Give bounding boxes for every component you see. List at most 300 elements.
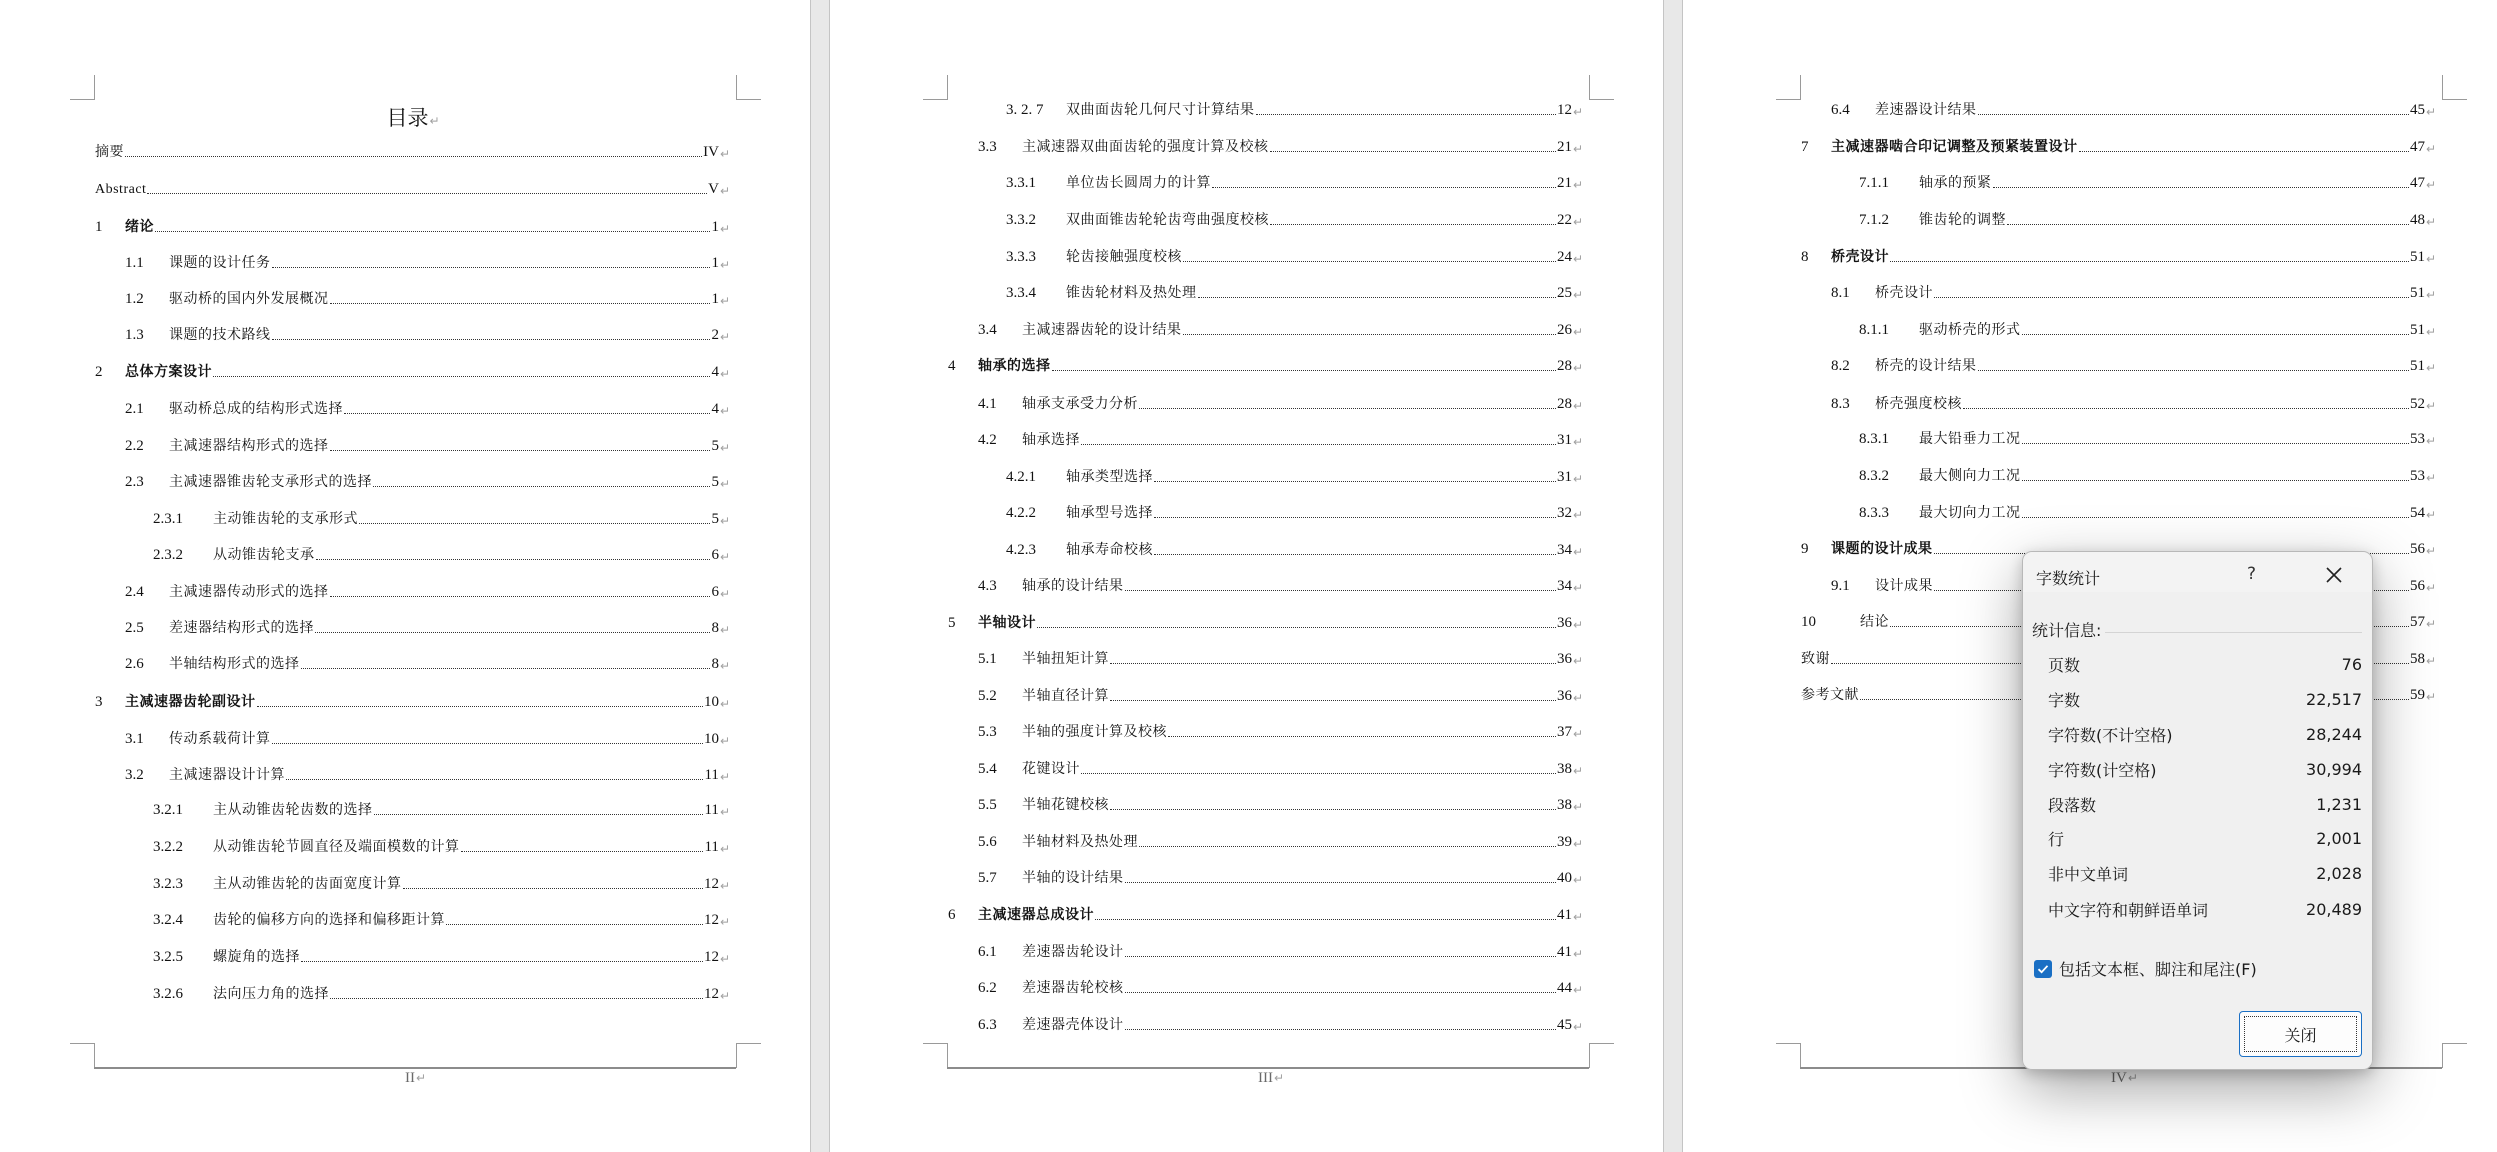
toc-entry[interactable] bbox=[978, 941, 1583, 963]
paragraph-mark-icon: ↵ bbox=[719, 258, 730, 272]
toc-entry-page: 36 bbox=[1556, 688, 1572, 704]
toc-entry-page: 32 bbox=[1556, 505, 1572, 521]
toc-entry[interactable] bbox=[125, 435, 730, 457]
toc-entry-page: 38 bbox=[1556, 797, 1572, 813]
toc-entry-page: 21 bbox=[1556, 175, 1572, 191]
paragraph-mark-icon: ↵ bbox=[1572, 215, 1583, 229]
dot-leader bbox=[1110, 663, 1556, 664]
toc-entry-page: 24 bbox=[1556, 249, 1572, 265]
paragraph-mark-icon: ↵ bbox=[1572, 983, 1583, 997]
toc-entry-number: 3 bbox=[95, 694, 103, 710]
toc-entry-title: 半轴扭矩计算 bbox=[1022, 651, 1109, 667]
dot-leader bbox=[1183, 334, 1556, 335]
toc-entry-page: 34 bbox=[1556, 578, 1572, 594]
paragraph-mark-icon: ↵ bbox=[1572, 618, 1583, 632]
toc-entry-page: 37 bbox=[1556, 724, 1572, 740]
toc-entry[interactable] bbox=[978, 758, 1583, 780]
toc-entry-page: 40 bbox=[1556, 870, 1572, 886]
toc-entry-number: 1.2 bbox=[125, 291, 144, 307]
paragraph-mark-icon: ↵ bbox=[1572, 508, 1583, 522]
toc-entry[interactable] bbox=[125, 324, 730, 346]
toc-entry[interactable] bbox=[1831, 393, 2436, 415]
toc-entry-page: 21 bbox=[1556, 139, 1572, 155]
toc-entry-number: 2 bbox=[95, 364, 103, 380]
toc-entry-number: 4.2.3 bbox=[1006, 542, 1036, 558]
toc-entry[interactable] bbox=[1859, 465, 2436, 487]
dialog-titlebar[interactable] bbox=[2023, 552, 2372, 592]
toc-entry[interactable] bbox=[125, 653, 730, 675]
dot-leader bbox=[1125, 590, 1556, 591]
paragraph-mark-icon: ↵ bbox=[1572, 691, 1583, 705]
toc-entry-number: 6.3 bbox=[978, 1017, 997, 1033]
stat-row bbox=[2048, 653, 2362, 675]
section-divider bbox=[2105, 632, 2362, 633]
dot-leader bbox=[1934, 297, 2409, 298]
toc-entry-number: 8.2 bbox=[1831, 358, 1850, 374]
footer-boundary bbox=[947, 1067, 1589, 1069]
paragraph-mark-icon: ↵ bbox=[1274, 1071, 1285, 1085]
toc-entry-page: 38 bbox=[1556, 761, 1572, 777]
toc-entry[interactable] bbox=[978, 319, 1583, 341]
toc-entry-title: 轴承寿命校核 bbox=[1066, 542, 1153, 558]
stat-row bbox=[2048, 688, 2362, 710]
toc-entry-title: 摘要 bbox=[95, 144, 124, 160]
paragraph-mark-icon: ↵ bbox=[1572, 1020, 1583, 1034]
toc-entry-title: 轮齿接触强度校核 bbox=[1066, 249, 1182, 265]
dot-leader bbox=[374, 814, 704, 815]
toc-entry-page: 4 bbox=[711, 364, 719, 380]
toc-entry-title: 桥壳设计 bbox=[1831, 249, 1889, 265]
crop-mark bbox=[1776, 75, 1801, 100]
dot-leader bbox=[1139, 846, 1556, 847]
dot-leader bbox=[1963, 408, 2409, 409]
footer-boundary bbox=[94, 1067, 736, 1069]
toc-entry-page: 47 bbox=[2409, 175, 2425, 191]
dot-leader bbox=[2022, 517, 2409, 518]
toc-entry[interactable] bbox=[948, 904, 1583, 926]
toc-entry[interactable] bbox=[1006, 282, 1583, 304]
dot-leader bbox=[1125, 882, 1556, 883]
toc-entry-title: 驱动桥壳的形式 bbox=[1919, 322, 2021, 338]
paragraph-mark-icon: ↵ bbox=[1572, 545, 1583, 559]
paragraph-mark-icon: ↵ bbox=[719, 879, 730, 893]
dialog-title: 字数统计 bbox=[2036, 569, 2101, 588]
toc-entry-number: 2.2 bbox=[125, 438, 144, 454]
toc-entry-page: V bbox=[708, 181, 719, 197]
paragraph-mark-icon: ↵ bbox=[1572, 800, 1583, 814]
toc-entry[interactable] bbox=[1006, 99, 1583, 121]
paragraph-mark-icon: ↵ bbox=[1572, 837, 1583, 851]
toc-entry[interactable] bbox=[153, 544, 730, 566]
toc-entry-title: 半轴设计 bbox=[978, 615, 1036, 631]
dot-leader bbox=[315, 632, 710, 633]
dot-leader bbox=[2022, 443, 2409, 444]
toc-entry-title: 螺旋角的选择 bbox=[213, 949, 300, 965]
toc-entry-number: 4.3 bbox=[978, 578, 997, 594]
toc-entry-number: 7.1.1 bbox=[1859, 175, 1889, 191]
paragraph-mark-icon: ↵ bbox=[2425, 105, 2436, 119]
toc-entry-title: 最大切向力工况 bbox=[1919, 505, 2021, 521]
toc-entry[interactable] bbox=[978, 794, 1583, 816]
toc-entry-page: 8 bbox=[711, 656, 719, 672]
toc-entry[interactable] bbox=[1859, 209, 2436, 231]
toc-entry-page: 1 bbox=[711, 255, 719, 271]
toc-entry-title: 轴承的预紧 bbox=[1919, 175, 1992, 191]
dot-leader bbox=[461, 851, 704, 852]
word-count-dialog bbox=[2022, 551, 2373, 1070]
toc-entry-title: 差速器壳体设计 bbox=[1022, 1017, 1124, 1033]
toc-entry[interactable] bbox=[125, 764, 730, 786]
paragraph-mark-icon: ↵ bbox=[2425, 434, 2436, 448]
paragraph-mark-icon: ↵ bbox=[2425, 288, 2436, 302]
toc-entry[interactable] bbox=[978, 685, 1583, 707]
dot-leader bbox=[147, 193, 707, 194]
toc-entry-title: 法向压力角的选择 bbox=[213, 986, 329, 1002]
dot-leader bbox=[1154, 554, 1556, 555]
dot-leader bbox=[1212, 187, 1556, 188]
statistics-section-label bbox=[2032, 618, 2362, 641]
dot-leader bbox=[1154, 481, 1556, 482]
dot-leader bbox=[1256, 114, 1556, 115]
toc-entry[interactable] bbox=[153, 836, 730, 858]
toc-entry-title: Abstract bbox=[95, 182, 147, 197]
toc-entry-page: 59 bbox=[2409, 687, 2425, 703]
paragraph-mark-icon: ↵ bbox=[429, 114, 440, 128]
toc-entry[interactable] bbox=[95, 141, 730, 163]
toc-entry-title: 总体方案设计 bbox=[125, 364, 212, 380]
crop-mark bbox=[736, 75, 761, 100]
paragraph-mark-icon: ↵ bbox=[719, 697, 730, 711]
toc-entry-page: 11 bbox=[704, 839, 719, 855]
crop-mark bbox=[1776, 1043, 1801, 1068]
dot-leader bbox=[213, 376, 710, 377]
paragraph-mark-icon: ↵ bbox=[719, 770, 730, 784]
toc-entry-page: 1 bbox=[711, 291, 719, 307]
paragraph-mark-icon: ↵ bbox=[1572, 178, 1583, 192]
paragraph-mark-icon: ↵ bbox=[1572, 142, 1583, 156]
toc-entry-page: 36 bbox=[1556, 651, 1572, 667]
toc-entry-page: 12 bbox=[703, 876, 719, 892]
toc-entry[interactable] bbox=[95, 216, 730, 238]
dot-leader bbox=[257, 706, 703, 707]
toc-entry-page: 12 bbox=[703, 912, 719, 928]
toc-entry[interactable] bbox=[125, 581, 730, 603]
toc-entry[interactable] bbox=[978, 831, 1583, 853]
toc-entry[interactable] bbox=[978, 575, 1583, 597]
paragraph-mark-icon: ↵ bbox=[1572, 764, 1583, 778]
toc-entry-number: 5.1 bbox=[978, 651, 997, 667]
dot-leader bbox=[316, 559, 711, 560]
page-number-footer: IV↵ bbox=[2111, 1070, 2138, 1086]
dot-leader bbox=[286, 779, 703, 780]
paragraph-mark-icon: ↵ bbox=[719, 805, 730, 819]
toc-entry-page: 53 bbox=[2409, 431, 2425, 447]
paragraph-mark-icon: ↵ bbox=[2425, 508, 2436, 522]
toc-entry[interactable] bbox=[95, 691, 730, 713]
toc-entry[interactable] bbox=[978, 429, 1583, 451]
dot-leader bbox=[1270, 224, 1556, 225]
toc-entry-number: 8.1 bbox=[1831, 285, 1850, 301]
toc-entry-number: 5 bbox=[948, 615, 956, 631]
toc-entry-title: 差速器齿轮设计 bbox=[1022, 944, 1124, 960]
stat-value: 2,028 bbox=[2316, 863, 2362, 883]
toc-entry-page: 48 bbox=[2409, 212, 2425, 228]
paragraph-mark-icon: ↵ bbox=[2425, 581, 2436, 595]
toc-entry-number: 1 bbox=[95, 219, 103, 235]
toc-entry[interactable] bbox=[153, 873, 730, 895]
paragraph-mark-icon: ↵ bbox=[719, 222, 730, 236]
dot-leader bbox=[125, 156, 702, 157]
toc-entry-title: 主从动锥齿轮的齿面宽度计算 bbox=[213, 876, 402, 892]
toc-entry-number: 2.4 bbox=[125, 584, 144, 600]
toc-entry-number: 3.2.4 bbox=[153, 912, 183, 928]
crop-mark bbox=[1589, 1043, 1614, 1068]
paragraph-mark-icon: ↵ bbox=[2425, 361, 2436, 375]
toc-entry-page: 6 bbox=[711, 584, 719, 600]
toc-entry[interactable] bbox=[1859, 172, 2436, 194]
toc-entry[interactable] bbox=[978, 648, 1583, 670]
toc-entry-number: 3.3 bbox=[978, 139, 997, 155]
toc-entry-page: 51 bbox=[2409, 249, 2425, 265]
dot-leader bbox=[1095, 919, 1556, 920]
stat-label: 段落数 bbox=[2048, 795, 2097, 815]
toc-entry-title: 驱动桥总成的结构形式选择 bbox=[169, 401, 343, 417]
dot-leader bbox=[373, 486, 710, 487]
toc-entry-page: 22 bbox=[1556, 212, 1572, 228]
stat-row bbox=[2048, 827, 2362, 849]
toc-entry-page: 12 bbox=[703, 949, 719, 965]
toc-entry-page: 6 bbox=[711, 547, 719, 563]
toc-entry-title: 轴承选择 bbox=[1022, 432, 1080, 448]
crop-mark bbox=[2442, 75, 2467, 100]
stat-label: 字数 bbox=[2048, 690, 2081, 710]
toc-entry[interactable] bbox=[125, 728, 730, 750]
toc-entry[interactable] bbox=[1859, 428, 2436, 450]
toc-entry-number: 3.3.2 bbox=[1006, 212, 1036, 228]
toc-entry-title: 主减速器锥齿轮支承形式的选择 bbox=[169, 474, 372, 490]
toc-entry-title: 课题的技术路线 bbox=[169, 327, 271, 343]
toc-entry-title: 从动锥齿轮节圆直径及端面模数的计算 bbox=[213, 839, 460, 855]
toc-entry-page: 45 bbox=[2409, 102, 2425, 118]
dot-leader bbox=[272, 267, 711, 268]
toc-entry[interactable] bbox=[125, 471, 730, 493]
crop-mark bbox=[2442, 1043, 2467, 1068]
toc-entry-number: 9.1 bbox=[1831, 578, 1850, 594]
toc-entry-number: 3.3.1 bbox=[1006, 175, 1036, 191]
toc-entry[interactable] bbox=[978, 1014, 1583, 1036]
toc-entry-number: 8.3.2 bbox=[1859, 468, 1889, 484]
toc-entry[interactable] bbox=[978, 867, 1583, 889]
toc-entry-title: 半轴结构形式的选择 bbox=[169, 656, 300, 672]
crop-mark bbox=[70, 1043, 95, 1068]
dot-leader bbox=[155, 231, 710, 232]
dot-leader bbox=[1081, 773, 1556, 774]
paragraph-mark-icon: ↵ bbox=[719, 477, 730, 491]
paragraph-mark-icon: ↵ bbox=[719, 550, 730, 564]
toc-entry-title: 主从动锥齿轮齿数的选择 bbox=[213, 802, 373, 818]
help-button[interactable]: ? bbox=[2247, 564, 2257, 584]
toc-entry[interactable] bbox=[978, 136, 1583, 158]
toc-entry[interactable] bbox=[125, 252, 730, 274]
toc-entry[interactable] bbox=[1801, 246, 2436, 268]
stat-row bbox=[2048, 862, 2362, 884]
stat-value: 76 bbox=[2341, 654, 2362, 674]
toc-entry[interactable] bbox=[95, 178, 730, 200]
toc-entry-number: 8.3.1 bbox=[1859, 431, 1889, 447]
dot-leader bbox=[1125, 992, 1556, 993]
document-page[interactable] bbox=[830, 0, 1663, 1152]
toc-entry-title: 齿轮的偏移方向的选择和偏移距计算 bbox=[213, 912, 445, 928]
toc-entry-page: 41 bbox=[1556, 907, 1572, 923]
paragraph-mark-icon: ↵ bbox=[2425, 690, 2436, 704]
toc-entry[interactable] bbox=[125, 617, 730, 639]
toc-entry[interactable] bbox=[1006, 502, 1583, 524]
toc-entry-page: 5 bbox=[711, 474, 719, 490]
toc-entry[interactable] bbox=[95, 361, 730, 383]
toc-entry-number: 3.2.6 bbox=[153, 986, 183, 1002]
paragraph-mark-icon: ↵ bbox=[719, 147, 730, 161]
toc-entry-title: 桥壳的设计结果 bbox=[1875, 358, 1977, 374]
toc-entry-page: 12 bbox=[703, 986, 719, 1002]
dot-leader bbox=[1993, 187, 2409, 188]
stat-label: 行 bbox=[2048, 829, 2065, 849]
toc-entry-number: 4.2 bbox=[978, 432, 997, 448]
toc-entry[interactable] bbox=[1801, 136, 2436, 158]
toc-entry-title: 轴承类型选择 bbox=[1066, 469, 1153, 485]
toc-entry-title: 结论 bbox=[1860, 614, 1889, 630]
dot-leader bbox=[330, 998, 703, 999]
paragraph-mark-icon: ↵ bbox=[719, 514, 730, 528]
toc-entry[interactable] bbox=[125, 288, 730, 310]
toc-entry-number: 2.6 bbox=[125, 656, 144, 672]
toc-entry[interactable] bbox=[1831, 282, 2436, 304]
toc-entry-number: 5.7 bbox=[978, 870, 997, 886]
toc-entry-page: 53 bbox=[2409, 468, 2425, 484]
toc-entry-page: 5 bbox=[711, 438, 719, 454]
toc-entry-number: 3.2.3 bbox=[153, 876, 183, 892]
toc-entry-title: 花键设计 bbox=[1022, 761, 1080, 777]
toc-entry-title: 参考文献 bbox=[1801, 687, 1859, 703]
toc-entry-page: 10 bbox=[703, 694, 719, 710]
document-page[interactable] bbox=[0, 0, 810, 1152]
toc-entry[interactable] bbox=[153, 909, 730, 931]
toc-entry-number: 5.6 bbox=[978, 834, 997, 850]
toc-entry-title: 主减速器结构形式的选择 bbox=[169, 438, 329, 454]
toc-entry-title: 主减速器传动形式的选择 bbox=[169, 584, 329, 600]
toc-entry-number: 2.1 bbox=[125, 401, 144, 417]
toc-entry-title: 锥齿轮的调整 bbox=[1919, 212, 2006, 228]
toc-entry[interactable] bbox=[948, 355, 1583, 377]
toc-entry[interactable] bbox=[978, 977, 1583, 999]
dot-leader bbox=[2022, 334, 2409, 335]
toc-entry-number: 5.5 bbox=[978, 797, 997, 813]
toc-entry-title: 致谢 bbox=[1801, 651, 1830, 667]
paragraph-mark-icon: ↵ bbox=[2127, 1071, 2138, 1085]
paragraph-mark-icon: ↵ bbox=[719, 587, 730, 601]
toc-entry[interactable] bbox=[125, 398, 730, 420]
paragraph-mark-icon: ↵ bbox=[2425, 178, 2436, 192]
toc-entry-number: 7.1.2 bbox=[1859, 212, 1889, 228]
toc-entry[interactable] bbox=[1006, 539, 1583, 561]
toc-entry[interactable] bbox=[978, 393, 1583, 415]
toc-entry[interactable] bbox=[153, 799, 730, 821]
toc-entry-page: 45 bbox=[1556, 1017, 1572, 1033]
toc-entry-page: 44 bbox=[1556, 980, 1572, 996]
toc-entry-title: 半轴材料及热处理 bbox=[1022, 834, 1138, 850]
dot-leader bbox=[403, 888, 703, 889]
toc-entry-title: 课题的设计成果 bbox=[1831, 541, 1933, 557]
dot-leader bbox=[1110, 700, 1556, 701]
toc-entry-page: 28 bbox=[1556, 396, 1572, 412]
stat-value: 22,517 bbox=[2306, 689, 2362, 709]
toc-entry[interactable] bbox=[1859, 319, 2436, 341]
toc-entry-number: 2.3.1 bbox=[153, 511, 183, 527]
toc-entry[interactable] bbox=[153, 983, 730, 1005]
stat-value: 20,489 bbox=[2306, 899, 2362, 919]
toc-entry-number: 3.3.4 bbox=[1006, 285, 1036, 301]
toc-entry[interactable] bbox=[153, 508, 730, 530]
toc-entry-page: 58 bbox=[2409, 651, 2425, 667]
toc-entry-page: 28 bbox=[1556, 358, 1572, 374]
checkbox-checked-icon[interactable] bbox=[2034, 960, 2052, 978]
paragraph-mark-icon: ↵ bbox=[719, 367, 730, 381]
dot-leader bbox=[2022, 480, 2409, 481]
toc-entry[interactable] bbox=[1006, 172, 1583, 194]
dot-leader bbox=[1890, 261, 2409, 262]
toc-entry[interactable] bbox=[1006, 246, 1583, 268]
paragraph-mark-icon: ↵ bbox=[719, 842, 730, 856]
toc-entry-number: 9 bbox=[1801, 541, 1809, 557]
dot-leader bbox=[1125, 956, 1556, 957]
toc-entry[interactable] bbox=[1006, 209, 1583, 231]
toc-entry-page: 52 bbox=[2409, 396, 2425, 412]
toc-entry[interactable] bbox=[1006, 466, 1583, 488]
include-textboxes-checkbox[interactable] bbox=[2034, 957, 2257, 980]
toc-entry[interactable] bbox=[978, 721, 1583, 743]
toc-entry-number: 5.4 bbox=[978, 761, 997, 777]
toc-entry[interactable] bbox=[1831, 355, 2436, 377]
paragraph-mark-icon: ↵ bbox=[1572, 361, 1583, 375]
toc-entry[interactable] bbox=[1859, 502, 2436, 524]
toc-entry-page: 51 bbox=[2409, 358, 2425, 374]
dot-leader bbox=[359, 523, 710, 524]
paragraph-mark-icon: ↵ bbox=[1572, 105, 1583, 119]
toc-entry-page: 34 bbox=[1556, 542, 1572, 558]
stat-label: 页数 bbox=[2048, 655, 2081, 675]
toc-entry-title: 单位齿长圆周力的计算 bbox=[1066, 175, 1211, 191]
toc-entry-title: 桥壳强度校核 bbox=[1875, 396, 1962, 412]
toc-entry-page: 51 bbox=[2409, 322, 2425, 338]
paragraph-mark-icon: ↵ bbox=[2425, 252, 2436, 266]
toc-entry[interactable] bbox=[1831, 99, 2436, 121]
toc-entry-title: 主减速器齿轮的设计结果 bbox=[1022, 322, 1182, 338]
toc-entry[interactable] bbox=[948, 612, 1583, 634]
toc-entry-title: 课题的设计任务 bbox=[169, 255, 271, 271]
paragraph-mark-icon: ↵ bbox=[719, 952, 730, 966]
stat-label: 字符数(不计空格) bbox=[2048, 725, 2173, 745]
crop-mark bbox=[1589, 75, 1614, 100]
paragraph-mark-icon: ↵ bbox=[1572, 910, 1583, 924]
stat-value: 28,244 bbox=[2306, 724, 2362, 744]
crop-mark bbox=[923, 75, 948, 100]
toc-entry-title: 主减速器双曲面齿轮的强度计算及校核 bbox=[1022, 139, 1269, 155]
close-icon[interactable] bbox=[2319, 560, 2349, 590]
close-button[interactable]: 关闭 bbox=[2239, 1011, 2362, 1057]
toc-entry[interactable] bbox=[153, 946, 730, 968]
paragraph-mark-icon: ↵ bbox=[1572, 288, 1583, 302]
dot-leader bbox=[330, 303, 711, 304]
toc-entry-title: 绪论 bbox=[125, 219, 154, 235]
